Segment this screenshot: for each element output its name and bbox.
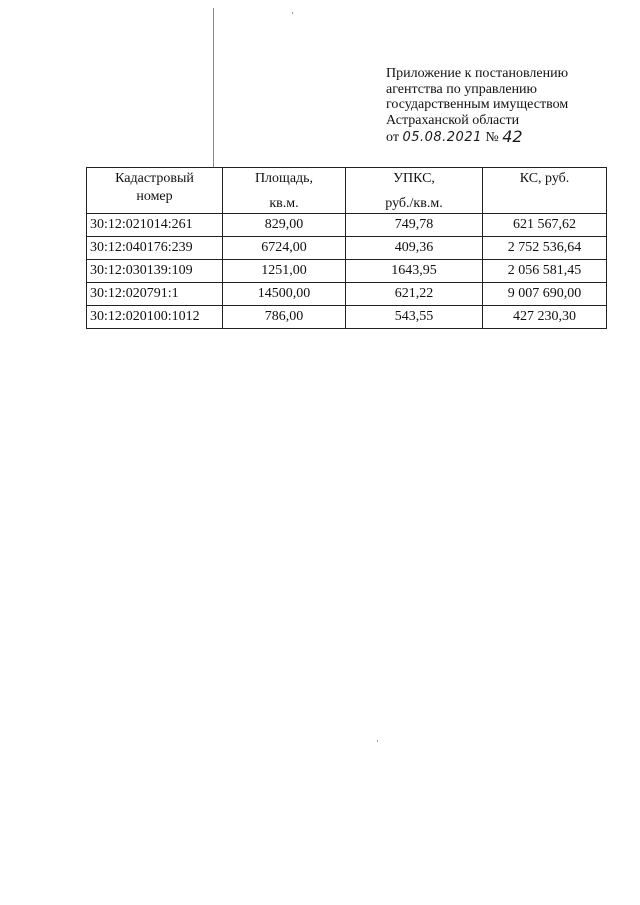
cell-ks: 621 567,62 — [483, 214, 607, 237]
header-area-wrap — [223, 168, 345, 213]
cell-area: 829,00 — [223, 214, 346, 237]
header-upks — [346, 168, 483, 214]
cell-area: 786,00 — [223, 306, 346, 329]
table-header-row — [87, 168, 607, 214]
header-area — [223, 168, 346, 214]
header-date-line — [386, 128, 626, 146]
cell-upks: 621,22 — [346, 283, 483, 306]
scan-artifact-dot — [377, 740, 378, 742]
cell-upks: 749,78 — [346, 214, 483, 237]
header-line: Приложение к постановлению — [386, 66, 569, 81]
handwritten-date: 05.08.2021 — [402, 130, 482, 145]
header-upks-bottom: руб./кв.м. — [385, 196, 443, 211]
cell-ks: 9 007 690,00 — [483, 283, 607, 306]
table-row — [87, 283, 607, 306]
header-area-top: Площадь, — [254, 171, 314, 186]
cell-cadastral: 30:12:030139:109 — [87, 260, 223, 283]
cell-ks: 2 056 581,45 — [483, 260, 607, 283]
cell-upks: 409,36 — [346, 237, 483, 260]
handwritten-number: 42 — [502, 127, 523, 146]
table-row — [87, 214, 607, 237]
cell-cadastral: 30:12:040176:239 — [87, 237, 223, 260]
header-line: государственным имуществом — [386, 97, 569, 112]
header-upks-wrap — [346, 168, 482, 213]
header-cadastral — [87, 168, 223, 214]
date-prefix: от — [386, 130, 399, 145]
cell-ks: 2 752 536,64 — [483, 237, 607, 260]
cell-ks: 427 230,30 — [483, 306, 607, 329]
cell-cadastral: 30:12:021014:261 — [87, 214, 223, 237]
cell-cadastral: 30:12:020791:1 — [87, 283, 223, 306]
header-ks-text: КС, руб. — [519, 171, 570, 186]
table-row — [87, 260, 607, 283]
cell-area: 6724,00 — [223, 237, 346, 260]
header-ks — [483, 168, 607, 214]
header-upks-top: УПКС, — [393, 171, 435, 186]
cell-upks: 543,55 — [346, 306, 483, 329]
header-cadastral-text: Кадастровый номер — [115, 171, 194, 204]
cell-cadastral: 30:12:020100:1012 — [87, 306, 223, 329]
scan-artifact-line — [213, 8, 214, 168]
number-sign: № — [485, 130, 499, 145]
cell-area: 1251,00 — [223, 260, 346, 283]
cell-area: 14500,00 — [223, 283, 346, 306]
header-line: агентства по управлению — [386, 81, 538, 97]
cadastral-value-table — [86, 167, 607, 329]
appendix-header — [386, 66, 626, 146]
table-row — [87, 306, 607, 329]
table-row — [87, 237, 607, 260]
header-line: Астраханской области — [386, 112, 520, 128]
header-area-bottom: кв.м. — [269, 196, 299, 211]
cell-upks: 1643,95 — [346, 260, 483, 283]
scan-artifact-dot — [292, 12, 293, 14]
